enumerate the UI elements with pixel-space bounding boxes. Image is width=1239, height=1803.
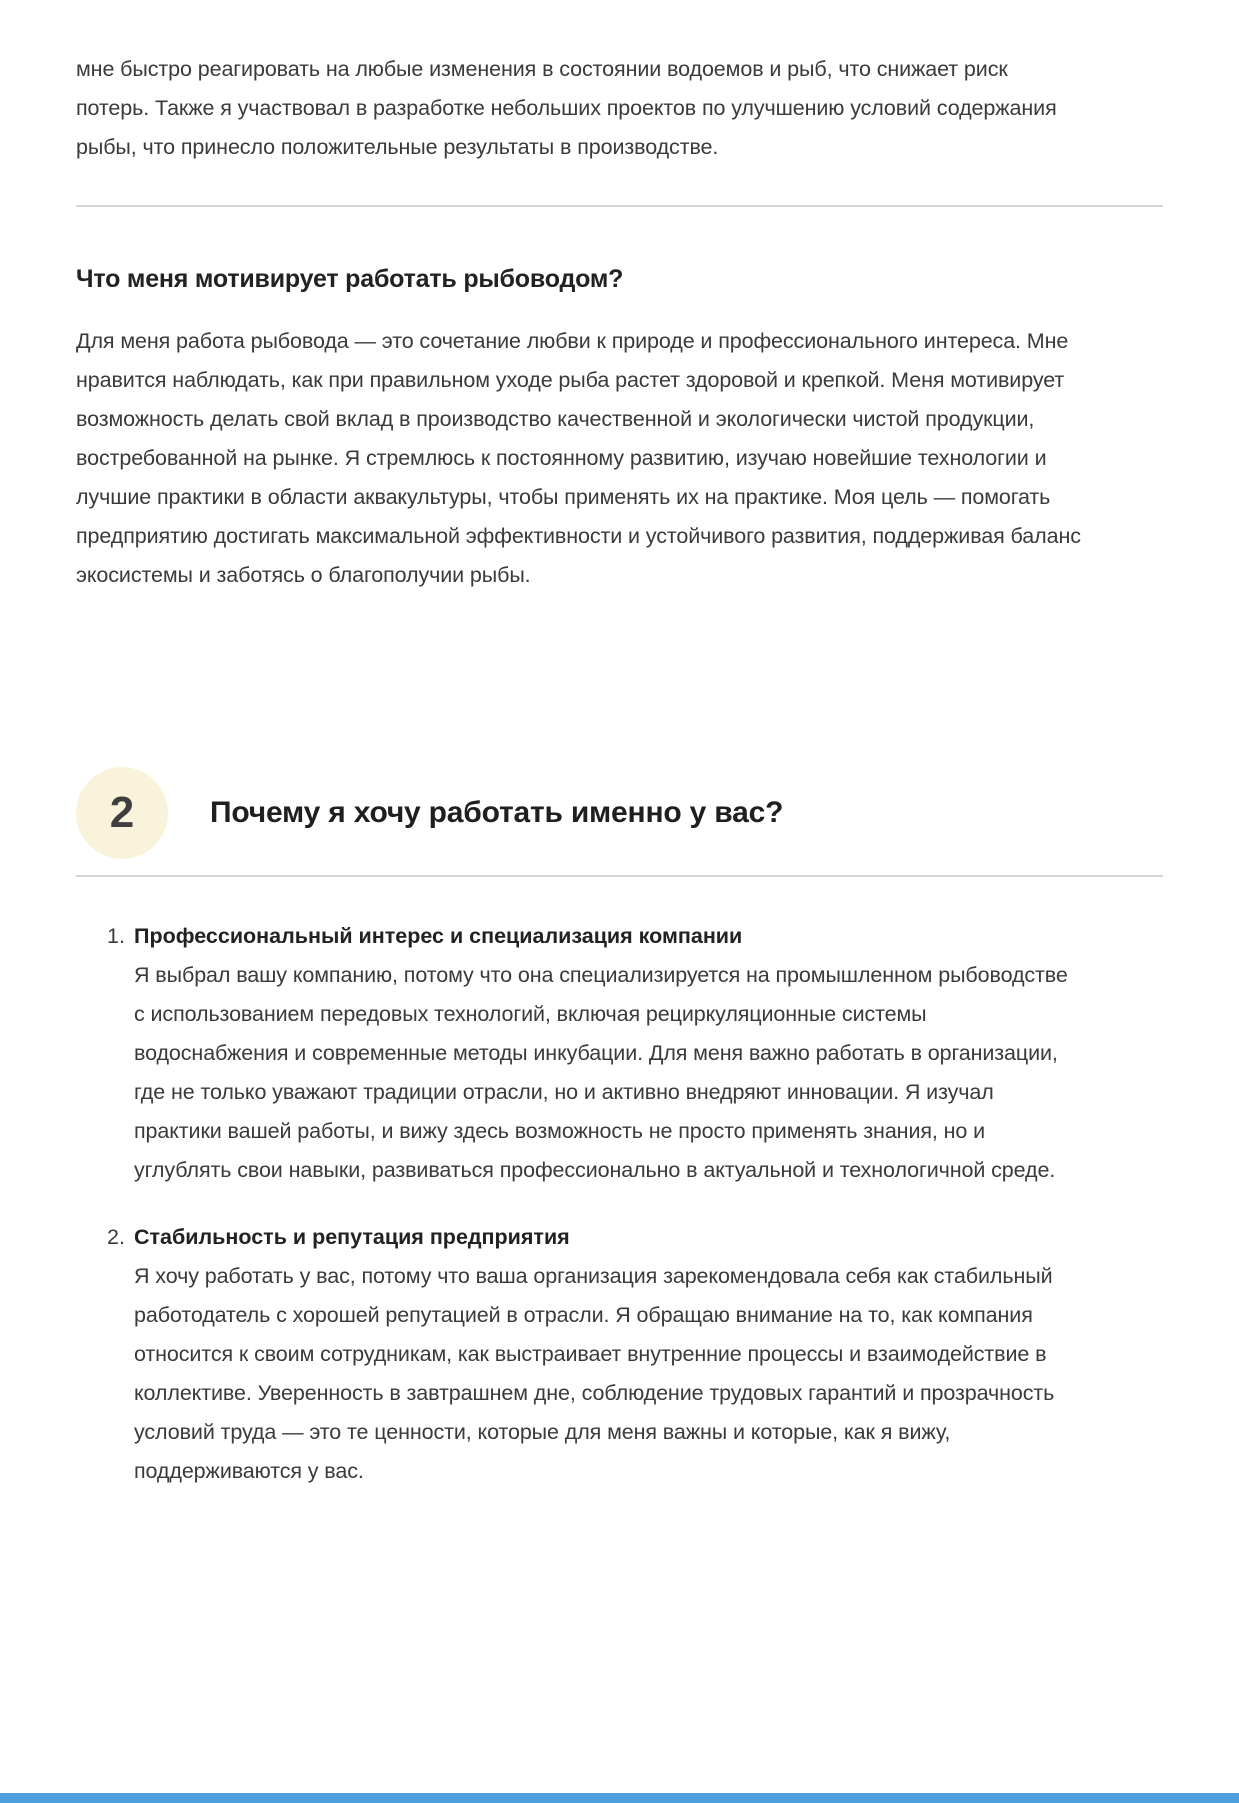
- intro-paragraph: мне быстро реагировать на любые изменения в состоянии водоемов и рыб, что снижает риск потерь. Также я участвовал в разработке небольших проектов по улучшению условий содержания рыбы, что принесло положительные результаты в производстве.: [76, 57, 1057, 159]
- list-item: [107, 917, 1163, 1190]
- list-item-marker: 1.: [107, 924, 125, 948]
- list-item-title: Стабильность и репутация предприятия: [134, 1225, 570, 1249]
- article-page: [0, 50, 1239, 1491]
- motivation-heading: Что меня мотивирует работать рыбоводом?: [76, 265, 624, 293]
- list-item-marker: 2.: [107, 1225, 125, 1249]
- list-item: [107, 1218, 1163, 1491]
- list-item-text: Я выбрал вашу компанию, потому что она специализируется на промышленном рыбоводстве с использованием передовых технологий, включая рециркуляционные системы водоснабжения и современные методы инкубации. Для меня важно работать в организации, где не только уважают традиции отрасли, но и активно внедряют инновации. Я изучал практики вашей работы, и вижу здесь возможность не просто применять знания, но и углублять свои навыки, развиваться профессионально в актуальной и технологичной среде.: [134, 963, 1068, 1182]
- next-section-blue-bar: [0, 1793, 1239, 1803]
- list-item-text: Я хочу работать у вас, потому что ваша организация зарекомендовала себя как стабильный работодатель с хорошей репутацией в отрасли. Я обращаю внимание на то, как компания относится к своим сотрудникам, как выстраивает внутренние процессы и взаимодействие в коллективе. Уверенность в завтрашнем дне, соблюдение трудовых гарантий и прозрачность условий труда — это те ценности, которые для меня важны и которые, как я вижу, поддерживаются у вас.: [134, 1264, 1055, 1483]
- section-divider-top: [76, 205, 1163, 207]
- list-item-title: Профессиональный интерес и специализация компании: [134, 924, 743, 948]
- section-2-header: [76, 767, 1163, 859]
- list-item-content: [134, 1218, 1079, 1491]
- list-item-content: [134, 917, 1079, 1190]
- section-number-badge: 2: [76, 767, 168, 859]
- reasons-list: [107, 917, 1163, 1491]
- motivation-paragraph: Для меня работа рыбовода — это сочетание любви к природе и профессионального интереса. Мне нравится наблюдать, как при правильном уходе рыба растет здоровой и крепкой. Меня мотивирует возможность делать свой вклад в производство качественной и экологически чистой продукции, востребованной на рынке. Я стремлюсь к постоянному развитию, изучаю новейшие технологии и лучшие практики в области аквакультуры, чтобы применять их на практике. Моя цель — помогать предприятию достигать максимальной эффективности и устойчивого развития, поддерживая баланс экосистемы и заботясь о благополучии рыбы.: [76, 329, 1081, 587]
- section-divider-under-heading: [76, 875, 1163, 877]
- section-2-title: Почему я хочу работать именно у вас?: [210, 796, 784, 829]
